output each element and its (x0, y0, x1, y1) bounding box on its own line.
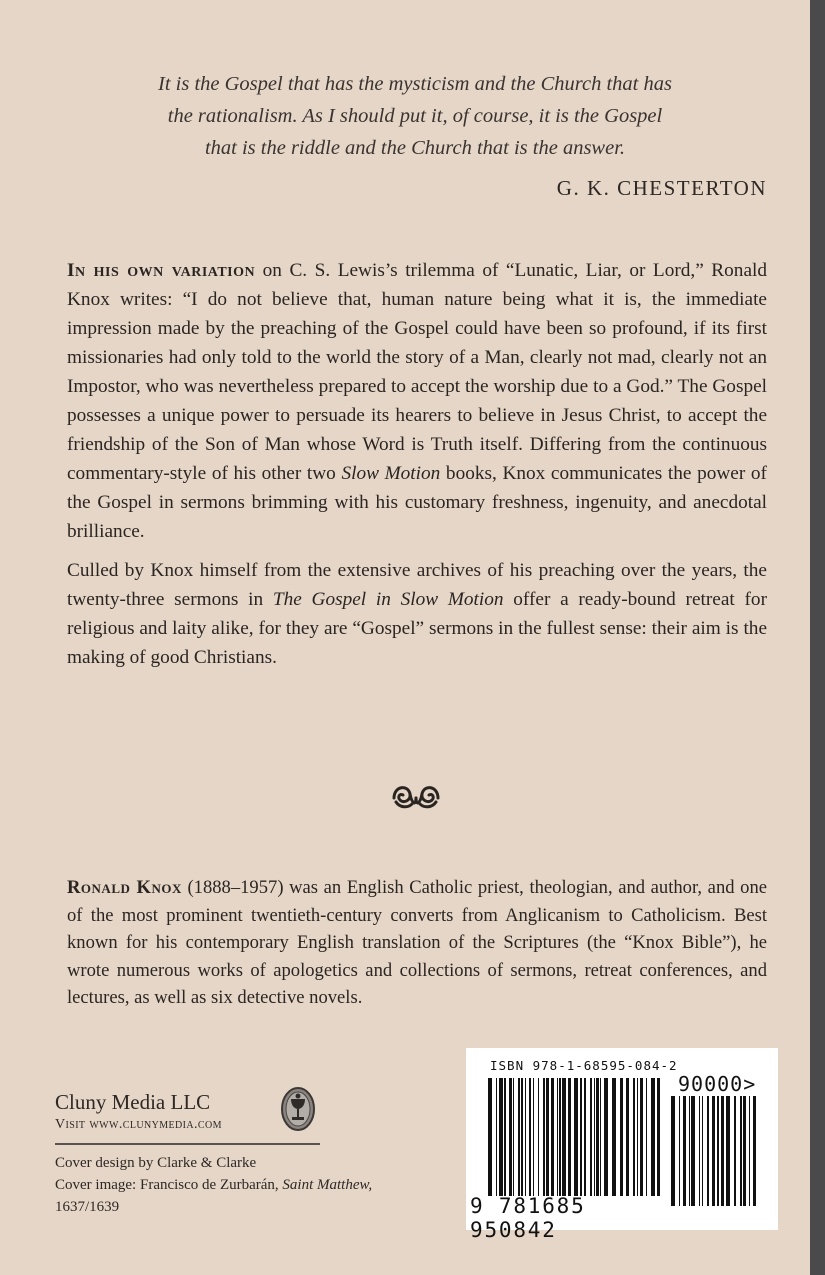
barcode-bar (646, 1078, 647, 1196)
paragraph-text: books, Knox communicates the power of the Gospel in sermons brimming with his customary freshness, ingenuity, and anecdotal brilliance. (67, 463, 767, 542)
design-credit: Cover design by Clarke & Clarke (55, 1155, 257, 1171)
painting-title: Saint Matthew, (282, 1177, 373, 1193)
paragraph-lead: In his own variation (67, 260, 256, 281)
paragraph-text: on C. S. Lewis’s trilemma of “Lunatic, Liar, or Lord,” Ronald Knox writes: “I do not believe that, human nature being what it is, the immediate impression made by the preaching of the Gospel could have been so profound, if its first missionaries had only told to the world the story of a Man, clearly not mad, clearly not an Impostor, who was nevertheless prepared to accept the worship due to a God.” The Gospel possesses a unique power to persuade its hearers to believe in Jesus Christ, to accept the friendship of the Son of Man whose Word is Truth itself. Differing from the continuous commentary-style of his other two (67, 260, 768, 484)
divider-rule (55, 1143, 320, 1145)
paragraph-text: offer a ready-bound retreat for religious and laity alike, for they are “Gospel” sermons in the fullest sense: their aim is the making of good Christians. (67, 589, 767, 668)
barcode-bar (671, 1096, 675, 1206)
paragraph-text: Culled by Knox himself from the extensive archives of his preaching over the years, the twenty-three sermons in (67, 560, 767, 610)
barcode-bar (726, 1096, 730, 1206)
barcode-bar (568, 1078, 571, 1196)
fleuron-ornament-icon (390, 780, 442, 812)
price-code: 90000> (678, 1072, 757, 1096)
barcode-bar (640, 1078, 643, 1196)
barcode-bar (753, 1096, 756, 1206)
barcode-bar (499, 1078, 503, 1196)
epigraph-line: the rationalism. As I should put it, of course, it is the Gospel (167, 105, 663, 127)
barcode-bar (559, 1078, 561, 1196)
barcode-bar (749, 1096, 750, 1206)
barcode-bar (612, 1078, 616, 1196)
barcode-bar (580, 1078, 582, 1196)
barcode-bar (689, 1096, 690, 1206)
barcode-bar (712, 1096, 715, 1206)
author-name: Ronald Knox (67, 877, 182, 898)
barcode-bar (740, 1096, 742, 1206)
barcode-bar (637, 1078, 638, 1196)
barcode-bar (533, 1078, 534, 1196)
barcode-bar (518, 1078, 520, 1196)
barcode-bar (683, 1096, 686, 1206)
barcode-bar (734, 1096, 736, 1206)
barcode-bar (488, 1078, 492, 1196)
book-title-italic: The Gospel in Slow Motion (272, 589, 504, 610)
barcode-bar (538, 1078, 539, 1196)
epigraph-author: G. K. CHESTERTON (556, 176, 767, 200)
barcode-bar (551, 1078, 554, 1196)
isbn-label: ISBN 978-1-68595-084-2 (490, 1058, 678, 1073)
barcode-bar (594, 1078, 595, 1196)
epigraph-line: It is the Gospel that has the mysticism and the Church that has (158, 73, 672, 95)
chalice-medal-logo-icon (280, 1086, 316, 1132)
description-paragraph (67, 256, 767, 546)
epigraph-line: that is the riddle and the Church that is the answer. (204, 137, 626, 159)
barcode-bar (651, 1078, 655, 1196)
barcode-bar (504, 1078, 506, 1196)
barcode-bar (513, 1078, 514, 1196)
barcode-bar (620, 1078, 623, 1196)
barcode-bar (525, 1078, 526, 1196)
barcode-bar (557, 1078, 558, 1196)
barcode-bar (604, 1078, 608, 1196)
barcode-bar (574, 1078, 578, 1196)
image-date: 1637/1639 (55, 1199, 120, 1215)
barcode-bar (626, 1078, 629, 1196)
barcode-digits: 9 781685 950842 (470, 1194, 586, 1242)
bio-text: (1888–1957) was an English Catholic priest, theologian, and author, and one of the most prominent twentieth-century converts from Anglicanism to Catholicism. Best known for his contemporary English translation of the Scriptures (the “Knox Bible”), he wrote numerous works of apologetics and collections of sermons, retreat conferences, and lectures, as well as six detective novels. (67, 877, 767, 1008)
publisher-name: Cluny Media LLC (55, 1090, 211, 1114)
barcode-bar (496, 1078, 497, 1196)
publisher-website: Visit www.clunymedia.com (55, 1117, 222, 1132)
barcode-bar (743, 1096, 746, 1206)
barcode-bar (679, 1096, 680, 1206)
barcode-bar (633, 1078, 635, 1196)
barcode-bar (691, 1096, 695, 1206)
barcode-bar (546, 1078, 549, 1196)
barcode-bar (702, 1096, 703, 1206)
barcode-bar (600, 1078, 601, 1196)
publisher-block (55, 1090, 222, 1133)
book-description (67, 256, 767, 682)
barcode-bar (521, 1078, 523, 1196)
barcode-bar (562, 1078, 566, 1196)
barcode-bar (657, 1078, 660, 1196)
author-bio (67, 874, 767, 1012)
book-title-italic: Slow Motion (341, 463, 441, 484)
spine-edge (810, 0, 825, 1275)
barcode-bar (596, 1078, 599, 1196)
barcode-bar (584, 1078, 586, 1196)
barcode-bar (543, 1078, 545, 1196)
barcode-bar (721, 1096, 724, 1206)
barcode-bar (529, 1078, 531, 1196)
barcode-bar (699, 1096, 700, 1206)
description-paragraph (67, 556, 767, 672)
barcode-bar (707, 1096, 709, 1206)
barcode-bar (590, 1078, 592, 1196)
cover-credits (55, 1152, 415, 1218)
barcode-bar (717, 1096, 719, 1206)
image-credit-text: Cover image: Francisco de Zurbarán, (55, 1177, 283, 1193)
image-credit (55, 1174, 415, 1196)
isbn-barcode (466, 1048, 778, 1242)
epigraph-quote (100, 68, 730, 164)
barcode-bar (509, 1078, 512, 1196)
